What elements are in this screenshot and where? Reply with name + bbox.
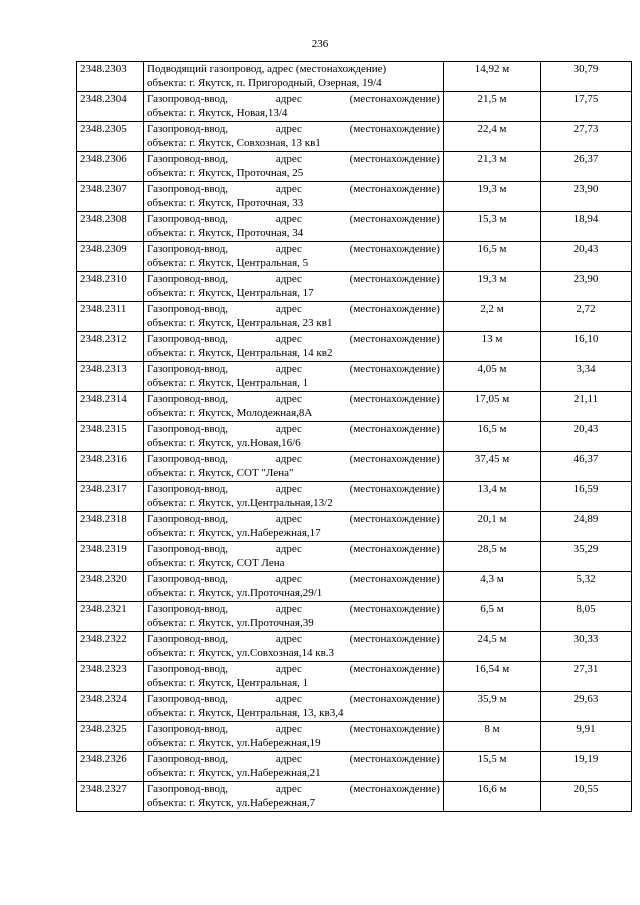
row-length: 22,4 м	[444, 122, 541, 152]
row-description	[144, 62, 444, 92]
description-word: Газопровод-ввод,	[147, 663, 229, 675]
row-length: 4,05 м	[444, 362, 541, 392]
row-id: 2348.2323	[77, 662, 144, 692]
description-word: адрес	[275, 753, 302, 765]
description-word: (местонахождение)	[349, 93, 440, 105]
row-value: 8,05	[541, 602, 632, 632]
row-length: 17,05 м	[444, 392, 541, 422]
row-value: 3,34	[541, 362, 632, 392]
description-word: (местонахождение)	[349, 243, 440, 255]
row-id: 2348.2308	[77, 212, 144, 242]
table-row	[77, 572, 632, 602]
description-line-1	[147, 332, 440, 346]
description-word: адрес	[275, 663, 302, 675]
row-length: 35,9 м	[444, 692, 541, 722]
row-value: 20,43	[541, 422, 632, 452]
table-row	[77, 92, 632, 122]
description-word: адрес	[275, 93, 302, 105]
description-word: Газопровод-ввод,	[147, 453, 229, 465]
table-row	[77, 752, 632, 782]
row-description	[144, 692, 444, 722]
description-line-2: объекта: г. Якутск, Совхозная, 13 кв1	[147, 137, 321, 149]
description-line-2: объекта: г. Якутск, СОТ Лена	[147, 557, 285, 569]
description-word: (местонахождение)	[349, 513, 440, 525]
row-value: 46,37	[541, 452, 632, 482]
description-line-1	[147, 572, 440, 586]
description-word: Газопровод-ввод,	[147, 213, 229, 225]
row-value: 20,55	[541, 782, 632, 812]
description-word: Газопровод-ввод,	[147, 543, 229, 555]
row-id: 2348.2324	[77, 692, 144, 722]
table-row	[77, 272, 632, 302]
row-length: 8 м	[444, 722, 541, 752]
row-description	[144, 362, 444, 392]
description-line-2: объекта: г. Якутск, Проточная, 33	[147, 197, 304, 209]
row-length: 14,92 м	[444, 62, 541, 92]
description-word: (местонахождение)	[349, 213, 440, 225]
registry-table	[76, 61, 632, 812]
row-value: 35,29	[541, 542, 632, 572]
description-line-2: объекта: г. Якутск, СОТ "Лена"	[147, 467, 294, 479]
description-line-1	[147, 152, 440, 166]
description-line-2: объекта: г. Якутск, Новая,13/4	[147, 107, 288, 119]
row-value: 29,63	[541, 692, 632, 722]
description-word: Газопровод-ввод,	[147, 723, 229, 735]
description-line-1	[147, 782, 440, 796]
row-id: 2348.2306	[77, 152, 144, 182]
row-length: 4,3 м	[444, 572, 541, 602]
description-word: Подводящий газопровод, адрес (местонахождение)	[147, 63, 387, 75]
row-length: 21,5 м	[444, 92, 541, 122]
row-length: 28,5 м	[444, 542, 541, 572]
description-word: адрес	[275, 153, 302, 165]
row-id: 2348.2317	[77, 482, 144, 512]
row-value: 2,72	[541, 302, 632, 332]
row-length: 15,5 м	[444, 752, 541, 782]
row-value: 24,89	[541, 512, 632, 542]
description-line-1	[147, 362, 440, 376]
table-row	[77, 722, 632, 752]
row-value: 26,37	[541, 152, 632, 182]
row-id: 2348.2326	[77, 752, 144, 782]
row-length: 2,2 м	[444, 302, 541, 332]
row-id: 2348.2310	[77, 272, 144, 302]
table-row	[77, 362, 632, 392]
description-line-2: объекта: г. Якутск, Центральная, 5	[147, 257, 309, 269]
row-value: 23,90	[541, 182, 632, 212]
row-id: 2348.2303	[77, 62, 144, 92]
description-word: (местонахождение)	[349, 393, 440, 405]
description-word: Газопровод-ввод,	[147, 783, 229, 795]
description-line-1	[147, 242, 440, 256]
table-row	[77, 332, 632, 362]
row-description	[144, 242, 444, 272]
description-line-1	[147, 212, 440, 226]
description-line-2: объекта: г. Якутск, Центральная, 17	[147, 287, 314, 299]
description-word: (местонахождение)	[349, 663, 440, 675]
description-line-1	[147, 182, 440, 196]
description-line-2: объекта: г. Якутск, Центральная, 14 кв2	[147, 347, 333, 359]
row-value: 30,33	[541, 632, 632, 662]
description-line-2: объекта: г. Якутск, ул.Совхозная,14 кв.3	[147, 647, 335, 659]
row-description	[144, 482, 444, 512]
description-word: Газопровод-ввод,	[147, 123, 229, 135]
description-line-1	[147, 92, 440, 106]
table-row	[77, 782, 632, 812]
description-word: Газопровод-ввод,	[147, 423, 229, 435]
description-word: (местонахождение)	[349, 153, 440, 165]
row-value: 9,91	[541, 722, 632, 752]
description-line-1	[147, 722, 440, 736]
row-id: 2348.2307	[77, 182, 144, 212]
description-word: (местонахождение)	[349, 423, 440, 435]
description-line-1	[147, 542, 440, 556]
description-line-2: объекта: г. Якутск, Центральная, 23 кв1	[147, 317, 333, 329]
row-id: 2348.2312	[77, 332, 144, 362]
description-word: адрес	[275, 453, 302, 465]
row-id: 2348.2322	[77, 632, 144, 662]
table-row	[77, 602, 632, 632]
description-word: (местонахождение)	[349, 183, 440, 195]
description-word: (местонахождение)	[349, 363, 440, 375]
description-word: (местонахождение)	[349, 333, 440, 345]
table-row	[77, 542, 632, 572]
description-line-1	[147, 602, 440, 616]
description-line-1	[147, 422, 440, 436]
description-word: Газопровод-ввод,	[147, 513, 229, 525]
row-value: 17,75	[541, 92, 632, 122]
description-word: адрес	[275, 213, 302, 225]
row-id: 2348.2318	[77, 512, 144, 542]
row-length: 16,54 м	[444, 662, 541, 692]
row-description	[144, 662, 444, 692]
table-row	[77, 422, 632, 452]
table-row	[77, 152, 632, 182]
table-row	[77, 392, 632, 422]
description-word: адрес	[275, 723, 302, 735]
row-value: 20,43	[541, 242, 632, 272]
description-line-2: объекта: г. Якутск, Проточная, 34	[147, 227, 304, 239]
table-row	[77, 512, 632, 542]
row-length: 16,5 м	[444, 422, 541, 452]
description-line-2: объекта: г. Якутск, ул.Набережная,7	[147, 797, 316, 809]
description-word: адрес	[275, 573, 302, 585]
description-word: Газопровод-ввод,	[147, 363, 229, 375]
row-description	[144, 212, 444, 242]
description-line-2: объекта: г. Якутск, ул.Набережная,21	[147, 767, 321, 779]
row-length: 24,5 м	[444, 632, 541, 662]
description-word: адрес	[275, 183, 302, 195]
description-line-1	[147, 662, 440, 676]
description-line-2: объекта: г. Якутск, Проточная, 25	[147, 167, 304, 179]
table-row	[77, 62, 632, 92]
description-word: адрес	[275, 393, 302, 405]
row-id: 2348.2320	[77, 572, 144, 602]
description-word: (местонахождение)	[349, 753, 440, 765]
row-length: 16,6 м	[444, 782, 541, 812]
row-value: 30,79	[541, 62, 632, 92]
row-length: 19,3 м	[444, 182, 541, 212]
description-word: Газопровод-ввод,	[147, 243, 229, 255]
row-description	[144, 512, 444, 542]
description-word: Газопровод-ввод,	[147, 693, 229, 705]
description-line-2: объекта: г. Якутск, Центральная, 1	[147, 377, 309, 389]
description-word: адрес	[275, 483, 302, 495]
description-word: (местонахождение)	[349, 453, 440, 465]
row-description	[144, 542, 444, 572]
registry-table-body	[77, 62, 632, 812]
table-row	[77, 632, 632, 662]
table-row	[77, 662, 632, 692]
row-id: 2348.2319	[77, 542, 144, 572]
description-word: (местонахождение)	[349, 723, 440, 735]
description-line-2: объекта: г. Якутск, ул.Набережная,19	[147, 737, 321, 749]
row-id: 2348.2309	[77, 242, 144, 272]
description-word: Газопровод-ввод,	[147, 303, 229, 315]
description-line-2: объекта: г. Якутск, ул.Новая,16/6	[147, 437, 301, 449]
row-description	[144, 782, 444, 812]
row-id: 2348.2321	[77, 602, 144, 632]
description-word: Газопровод-ввод,	[147, 273, 229, 285]
description-word: адрес	[275, 693, 302, 705]
row-length: 15,3 м	[444, 212, 541, 242]
description-word: Газопровод-ввод,	[147, 753, 229, 765]
row-value: 27,73	[541, 122, 632, 152]
description-word: адрес	[275, 123, 302, 135]
row-description	[144, 182, 444, 212]
description-word: (местонахождение)	[349, 693, 440, 705]
description-word: (местонахождение)	[349, 303, 440, 315]
description-word: (местонахождение)	[349, 573, 440, 585]
description-line-2: объекта: г. Якутск, ул.Проточная,29/1	[147, 587, 323, 599]
description-line-2: объекта: г. Якутск, ул.Центральная,13/2	[147, 497, 333, 509]
row-description	[144, 572, 444, 602]
row-value: 5,32	[541, 572, 632, 602]
row-description	[144, 302, 444, 332]
description-word: адрес	[275, 603, 302, 615]
description-word: (местонахождение)	[349, 783, 440, 795]
row-description	[144, 92, 444, 122]
description-word: Газопровод-ввод,	[147, 183, 229, 195]
row-length: 16,5 м	[444, 242, 541, 272]
description-word: адрес	[275, 633, 302, 645]
description-line-1	[147, 122, 440, 136]
description-line-1	[147, 62, 440, 76]
row-length: 20,1 м	[444, 512, 541, 542]
row-value: 23,90	[541, 272, 632, 302]
description-line-2: объекта: г. Якутск, Молодежная,8А	[147, 407, 313, 419]
description-line-2: объекта: г. Якутск, п. Пригородный, Озерная, 19/4	[147, 77, 382, 89]
table-row	[77, 452, 632, 482]
description-line-2: объекта: г. Якутск, ул.Проточная,39	[147, 617, 314, 629]
description-word: (местонахождение)	[349, 603, 440, 615]
description-word: (местонахождение)	[349, 123, 440, 135]
description-line-2: объекта: г. Якутск, Центральная, 13, кв3,4	[147, 707, 344, 719]
table-row	[77, 212, 632, 242]
row-description	[144, 422, 444, 452]
row-description	[144, 332, 444, 362]
row-description	[144, 452, 444, 482]
row-length: 19,3 м	[444, 272, 541, 302]
description-line-1	[147, 302, 440, 316]
description-line-1	[147, 692, 440, 706]
row-length: 6,5 м	[444, 602, 541, 632]
row-description	[144, 752, 444, 782]
row-id: 2348.2304	[77, 92, 144, 122]
row-id: 2348.2311	[77, 302, 144, 332]
description-line-2: объекта: г. Якутск, ул.Набережная,17	[147, 527, 321, 539]
description-word: адрес	[275, 303, 302, 315]
description-word: адрес	[275, 423, 302, 435]
row-value: 18,94	[541, 212, 632, 242]
table-row	[77, 482, 632, 512]
table-row	[77, 302, 632, 332]
row-value: 16,59	[541, 482, 632, 512]
row-description	[144, 722, 444, 752]
description-word: адрес	[275, 333, 302, 345]
description-word: (местонахождение)	[349, 543, 440, 555]
row-id: 2348.2314	[77, 392, 144, 422]
row-length: 21,3 м	[444, 152, 541, 182]
row-id: 2348.2316	[77, 452, 144, 482]
description-word: адрес	[275, 783, 302, 795]
description-word: адрес	[275, 363, 302, 375]
description-word: (местонахождение)	[349, 633, 440, 645]
table-row	[77, 122, 632, 152]
description-line-1	[147, 482, 440, 496]
description-word: Газопровод-ввод,	[147, 93, 229, 105]
row-description	[144, 602, 444, 632]
description-line-2: объекта: г. Якутск, Центральная, 1	[147, 677, 309, 689]
description-word: (местонахождение)	[349, 273, 440, 285]
table-row	[77, 242, 632, 272]
row-description	[144, 152, 444, 182]
row-value: 19,19	[541, 752, 632, 782]
page-number: 236	[311, 38, 329, 50]
description-line-1	[147, 752, 440, 766]
row-value: 21,11	[541, 392, 632, 422]
description-word: Газопровод-ввод,	[147, 153, 229, 165]
description-line-1	[147, 392, 440, 406]
description-word: Газопровод-ввод,	[147, 393, 229, 405]
row-id: 2348.2313	[77, 362, 144, 392]
description-line-1	[147, 632, 440, 646]
table-row	[77, 182, 632, 212]
row-id: 2348.2327	[77, 782, 144, 812]
row-description	[144, 272, 444, 302]
description-word: Газопровод-ввод,	[147, 333, 229, 345]
description-line-1	[147, 512, 440, 526]
description-word: адрес	[275, 243, 302, 255]
row-description	[144, 632, 444, 662]
row-id: 2348.2305	[77, 122, 144, 152]
description-word: Газопровод-ввод,	[147, 483, 229, 495]
description-word: Газопровод-ввод,	[147, 603, 229, 615]
row-length: 13,4 м	[444, 482, 541, 512]
description-word: Газопровод-ввод,	[147, 633, 229, 645]
description-word: (местонахождение)	[349, 483, 440, 495]
row-value: 16,10	[541, 332, 632, 362]
description-word: Газопровод-ввод,	[147, 573, 229, 585]
description-line-1	[147, 272, 440, 286]
description-word: адрес	[275, 543, 302, 555]
row-id: 2348.2315	[77, 422, 144, 452]
row-value: 27,31	[541, 662, 632, 692]
description-line-1	[147, 452, 440, 466]
description-word: адрес	[275, 273, 302, 285]
row-description	[144, 122, 444, 152]
row-length: 37,45 м	[444, 452, 541, 482]
row-length: 13 м	[444, 332, 541, 362]
table-row	[77, 692, 632, 722]
row-id: 2348.2325	[77, 722, 144, 752]
row-description	[144, 392, 444, 422]
description-word: адрес	[275, 513, 302, 525]
